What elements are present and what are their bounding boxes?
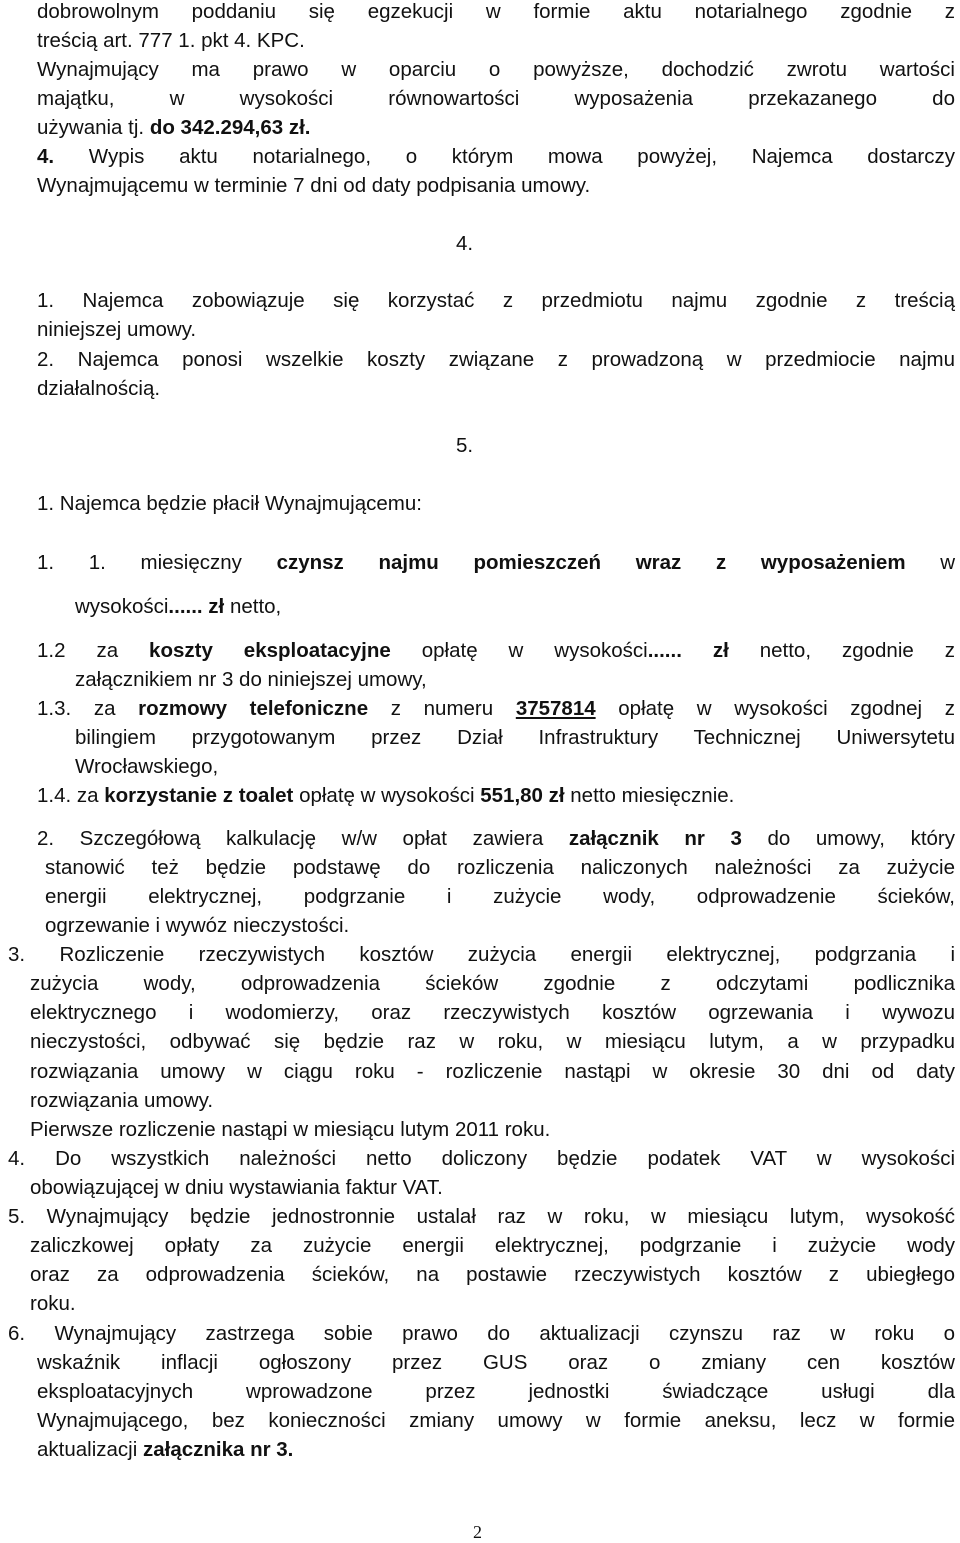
text-line: bilingiem przygotowanym przez Dział Infrastruktury Technicznej Uniwersytetu: [75, 726, 955, 749]
text-line: 5. Wynajmujący będzie jednostronnie ustalał raz w roku, w miesiącu lutym, wysokość: [8, 1205, 955, 1228]
text-line: ogrzewanie i wywóz nieczystości.: [45, 914, 350, 937]
text-line: 1.4. za korzystanie z toalet opłatę w wysokości 551,80 zł netto miesięcznie.: [37, 784, 735, 807]
text-line: roku.: [30, 1292, 76, 1315]
text-line: 6. Wynajmujący zastrzega sobie prawo do aktualizacji czynszu raz w roku o: [8, 1322, 955, 1345]
text-line: energii elektrycznej, podgrzanie i zużycie wody, odprowadzenie ścieków,: [45, 885, 955, 908]
text-line: 4. Do wszystkich należności netto doliczony będzie podatek VAT w wysokości: [8, 1147, 955, 1170]
text-line: 1. Najemca będzie płacił Wynajmującemu:: [37, 492, 422, 515]
section-heading-4: 4.: [456, 232, 474, 255]
text-line: nieczystości, odbywać się będzie raz w roku, w miesiącu lutym, a w przypadku: [30, 1030, 955, 1053]
amount-value: do 342.294,63 zł.: [149, 116, 311, 139]
text-line: 1. Najemca zobowiązuje się korzystać z przedmiotu najmu zgodnie z treścią: [37, 289, 955, 312]
text-line: 2. Najemca ponosi wszelkie koszty związane z prowadzoną w przedmiocie najmu: [37, 348, 955, 371]
text-line: zużycia wody, odprowadzenia ścieków zgodnie z odczytami podlicznika: [30, 972, 955, 995]
text-line: majątku, w wysokości równowartości wyposażenia przekazanego do: [37, 87, 955, 110]
page-number: 2: [473, 1522, 482, 1542]
text-line: 2. Szczegółową kalkulację w/w opłat zawiera załącznik nr 3 do umowy, który: [37, 827, 955, 850]
text-line: 4. Wypis aktu notarialnego, o którym mowa powyżej, Najemca dostarczy: [37, 145, 955, 168]
text-line: Wrocławskiego,: [75, 755, 219, 778]
text-line: działalnością.: [37, 377, 161, 400]
text-line: rozwiązania umowy w ciągu roku - rozliczenie nastąpi w okresie 30 dni od daty: [30, 1060, 955, 1083]
text-line: obowiązującej w dniu wystawiania faktur VAT.: [30, 1176, 443, 1199]
text-line: Pierwsze rozliczenie nastąpi w miesiącu lutym 2011 roku.: [30, 1118, 551, 1141]
text-line: oraz za odprowadzenia ścieków, na postawie rzeczywistych kosztów z ubiegłego: [30, 1263, 955, 1286]
text-line: wysokości...... zł netto,: [75, 595, 282, 618]
text-line: eksploatacyjnych wprowadzone przez jednostki świadczące usługi dla: [37, 1380, 955, 1403]
text-line: używania tj. do 342.294,63 zł.: [37, 116, 311, 139]
text-line: niniejszej umowy.: [37, 318, 197, 341]
text-line: 1.3. za rozmowy telefoniczne z numeru 3757814 opłatę w wysokości zgodnej z: [37, 697, 955, 720]
text-line: 1. 1. miesięczny czynsz najmu pomieszczeń wraz z wyposażeniem w: [37, 551, 956, 574]
text-line: stanowić też będzie podstawę do rozliczenia naliczonych należności za zużycie: [45, 856, 955, 879]
text-line: aktualizacji załącznika nr 3.: [37, 1438, 294, 1461]
text-line: Wynajmujący ma prawo w oparciu o powyższe, dochodzić zwrotu wartości: [37, 58, 955, 81]
text-line: Wynajmującemu w terminie 7 dni od daty podpisania umowy.: [37, 174, 591, 197]
text-line: wskaźnik inflacji ogłoszony przez GUS oraz o zmiany cen kosztów: [37, 1351, 955, 1374]
text-line: załącznikiem nr 3 do niniejszej umowy,: [75, 668, 427, 691]
text-line: zaliczkowej opłaty za zużycie energii elektrycznej, podgrzanie i zużycie wody: [30, 1234, 955, 1257]
text-line: dobrowolnym poddaniu się egzekucji w formie aktu notarialnego zgodnie z: [37, 0, 955, 23]
text-line: Wynajmującego, bez konieczności zmiany umowy w formie aneksu, lecz w formie: [37, 1409, 955, 1432]
text-line: rozwiązania umowy.: [30, 1089, 214, 1112]
section-heading-5: 5.: [456, 434, 474, 457]
phone-number: 3757814: [515, 697, 596, 720]
text-line: elektrycznego i wodomierzy, oraz rzeczywistych kosztów ogrzewania i wywozu: [30, 1001, 955, 1024]
text-line: treścią art. 777 1. pkt 4. KPC.: [37, 29, 305, 52]
text-line: 3. Rozliczenie rzeczywistych kosztów zużycia energii elektrycznej, podgrzania i: [8, 943, 955, 966]
text-line: 1.2 za koszty eksploatacyjne opłatę w wysokości...... zł netto, zgodnie z: [37, 639, 955, 662]
